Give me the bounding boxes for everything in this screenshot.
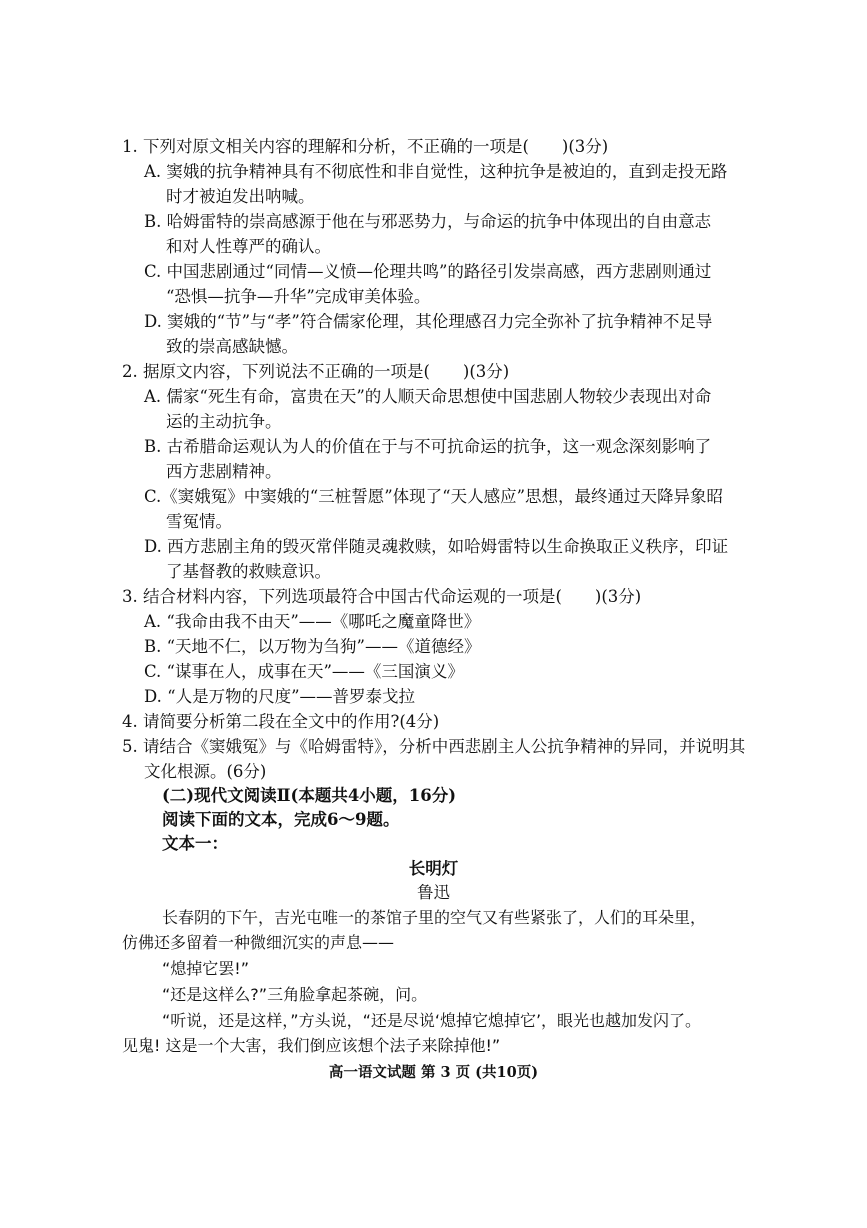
page-footer: 高一语文试题 第 3 页 (共10页) <box>328 1064 539 1081</box>
question-2-option-c: C.《窦娥冤》中窦娥的“三桩誓愿”体现了“天人感应”思想，最终通过天降异象昭 <box>144 487 724 506</box>
question-3-option-b: B. “天地不仁，以万物为刍狗”——《道德经》 <box>144 637 481 656</box>
question-1-option-c: C. 中国悲剧通过“同情—义愤—伦理共鸣”的路径引发崇高感，西方悲剧则通过 <box>144 262 712 281</box>
question-1-stem: 1. 下列对原文相关内容的理解和分析，不正确的一项是( )(3分) <box>122 137 609 156</box>
question-1-option-b-cont: 和对人性尊严的确认。 <box>166 237 331 256</box>
story-author: 鲁迅 <box>417 883 450 902</box>
question-1-option-a-cont: 时才被迫发出呐喊。 <box>166 187 315 206</box>
question-2-option-b: B. 古希腊命运观认为人的价值在于与不可抗命运的抗争，这一观念深刻影响了 <box>144 437 712 456</box>
story-paragraph-1-cont: 仿佛还多留着一种微细沉实的声息—— <box>122 933 395 952</box>
question-3-option-a: A. “我命由我不由天”——《哪吒之魔童降世》 <box>144 612 481 631</box>
question-2-option-d-cont: 了基督教的救赎意识。 <box>166 562 331 581</box>
question-3-stem: 3. 结合材料内容，下列选项最符合中国古代命运观的一项是( )(3分) <box>122 587 642 606</box>
question-2-option-a-cont: 运的主动抗争。 <box>166 412 282 431</box>
story-paragraph-3: “还是这样么?”三角脸拿起茶碗，问。 <box>162 985 428 1004</box>
text-label: 文本一： <box>162 834 228 853</box>
question-2-stem: 2. 据原文内容，下列说法不正确的一项是( )(3分) <box>122 362 510 381</box>
question-1-option-c-cont: “恐惧—抗争—升华”完成审美体验。 <box>166 287 431 306</box>
question-1-option-b: B. 哈姆雷特的崇高感源于他在与邪恶势力，与命运的抗争中体现出的自由意志 <box>144 212 712 231</box>
question-1-option-d: D. 窦娥的“节”与“孝”符合儒家伦理，其伦理感召力完全弥补了抗争精神不足导 <box>144 312 713 331</box>
question-2-option-a: A. 儒家“死生有命，富贵在天”的人顺天命思想使中国悲剧人物较少表现出对命 <box>144 387 712 406</box>
story-paragraph-2: “熄掉它罢!” <box>162 959 249 978</box>
section-instruction: 阅读下面的文本，完成6～9题。 <box>162 810 400 829</box>
question-4-stem: 4. 请简要分析第二段在全文中的作用?(4分) <box>122 712 440 731</box>
story-paragraph-4: “听说，还是这样，”方头说，“还是尽说‘熄掉它熄掉它’，眼光也越加发闪了。 <box>162 1011 702 1030</box>
question-3-option-d: D. “人是万物的尺度”——普罗泰戈拉 <box>144 687 416 706</box>
question-2-option-b-cont: 西方悲剧精神。 <box>166 462 282 481</box>
story-title: 长明灯 <box>408 859 459 878</box>
section-heading: (二)现代文阅读Ⅱ(本题共4小题，16分) <box>162 786 457 805</box>
question-1-option-a: A. 窦娥的抗争精神具有不彻底性和非自觉性，这种抗争是被迫的，直到走投无路 <box>144 162 728 181</box>
question-1-option-d-cont: 致的崇高感缺憾。 <box>166 337 298 356</box>
story-paragraph-1: 长春阴的下午，吉光屯唯一的茶馆子里的空气又有些紧张了，人们的耳朵里， <box>162 908 707 927</box>
question-2-option-c-cont: 雪冤情。 <box>166 512 232 531</box>
question-3-option-c: C. “谋事在人，成事在天”——《三国演义》 <box>144 662 464 681</box>
story-paragraph-4-cont: 见鬼! 这是一个大害，我们倒应该想个法子来除掉他!” <box>122 1036 501 1055</box>
question-5-stem: 5. 请结合《窦娥冤》与《哈姆雷特》，分析中西悲剧主人公抗争精神的异同，并说明其 <box>122 737 746 756</box>
question-5-stem-cont: 文化根源。(6分) <box>144 762 267 781</box>
question-2-option-d: D. 西方悲剧主角的毁灭常伴随灵魂救赎，如哈姆雷特以生命换取正义秩序，印证 <box>144 537 729 556</box>
